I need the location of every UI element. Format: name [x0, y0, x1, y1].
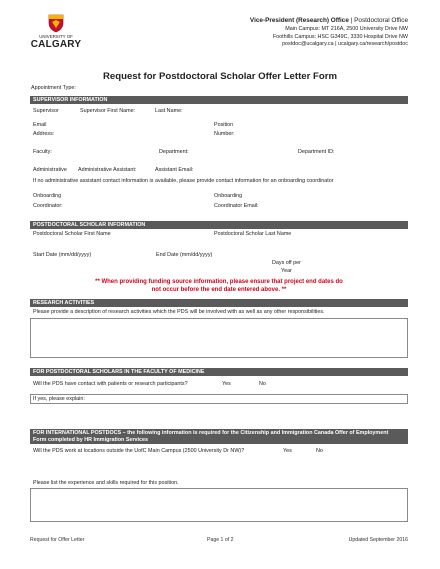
footer-updated-date: Updated September 2016: [348, 537, 408, 543]
admin-assistant-field[interactable]: Administrative Assistant:: [78, 167, 137, 173]
department-id-field[interactable]: Department ID:: [298, 149, 335, 155]
office-name: Vice-President (Research) Office: [249, 17, 349, 24]
funding-warning-line1: ** When providing funding source information, please ensure that project end dates do: [95, 279, 343, 285]
supervisor-position-field[interactable]: Position: [214, 122, 234, 128]
days-off-field[interactable]: Days off per: [272, 260, 301, 266]
onboarding-label: Onboarding: [33, 193, 62, 199]
funding-warning-line2: not occur before the end date entered above. **: [151, 287, 287, 293]
start-date-field[interactable]: Start Date (mm/dd/yyyy): [33, 252, 92, 258]
patient-contact-no-option[interactable]: No: [259, 381, 266, 387]
university-logo: [30, 14, 82, 54]
office-contact-links[interactable]: postdoc@ucalgary.ca | ucalgary.ca/research/postdoc: [282, 41, 408, 47]
international-bar-line2: Form completed by HR Immigration Services: [33, 436, 149, 443]
onboarding-label-right: Onboarding: [214, 193, 243, 199]
research-activities-textarea[interactable]: [30, 318, 408, 358]
supervisor-label: Supervisor: [33, 108, 59, 114]
end-date-field[interactable]: End Date (mm/dd/yyyy): [156, 252, 213, 258]
faculty-field[interactable]: Faculty:: [33, 149, 52, 155]
patient-contact-explain-field[interactable]: [30, 394, 408, 404]
off-campus-question: Will the PDS work at locations outside the UofC Main Campus (2500 University Dr NW)?: [33, 448, 245, 454]
supervisor-number-field[interactable]: Number:: [214, 131, 235, 137]
onboarding-coordinator-note: If no administrative assistant contact information is available, please provide contact information for an onboarding coordinator: [33, 178, 334, 184]
supervisor-last-name-field[interactable]: Last Name:: [155, 108, 183, 114]
experience-skills-prompt: Please list the experience and skills required for this position.: [33, 480, 179, 486]
scholar-first-name-field[interactable]: Postdoctoral Scholar First Name: [33, 231, 111, 237]
scholar-section-bar: POSTDOCTORAL SCHOLAR INFORMATION: [30, 221, 408, 229]
patient-contact-question: Will the PDS have contact with patients or research participants?: [33, 381, 188, 387]
supervisor-first-name-field[interactable]: Supervisor First Name:: [80, 108, 136, 114]
off-campus-no-option[interactable]: No: [316, 448, 323, 454]
coordinator-email-field[interactable]: Coordinator Email:: [214, 203, 259, 209]
scholar-last-name-field[interactable]: Postdoctoral Scholar Last Name: [214, 231, 292, 237]
appointment-type-label: Appointment Type:: [31, 85, 76, 91]
supervisor-section-bar: SUPERVISOR INFORMATION: [30, 96, 408, 104]
international-bar-line1: FOR INTERNATIONAL POSTDOCS – the following information is required for the Citizenship and Immigration Canada Offer of Employment: [33, 429, 389, 436]
department-field[interactable]: Department:: [159, 149, 189, 155]
supervisor-address-field[interactable]: Address:: [33, 131, 55, 137]
logo-calgary: CALGARY: [30, 39, 82, 50]
footer-form-name: Request for Offer Letter: [30, 537, 85, 543]
assistant-email-field[interactable]: Assistant Email:: [155, 167, 194, 173]
research-section-bar: RESEARCH ACTIVITIES: [30, 299, 408, 307]
patient-contact-yes-option[interactable]: Yes: [222, 381, 231, 387]
research-activities-prompt: Please provide a description of research activities which the PDS will be involved with as well as any other responsibilities.: [33, 309, 325, 315]
office-subname: Postdoctoral Office: [354, 17, 408, 24]
logo-university-of: UNIVERSITY OF: [39, 34, 73, 39]
office-header: [250, 17, 408, 25]
footer-page-number: Page 1 of 2: [207, 537, 234, 543]
patient-contact-explain-label: If yes, please explain:: [33, 395, 85, 402]
medicine-section-bar: FOR POSTDOCTORAL SCHOLARS IN THE FACULTY OF MEDICINE: [30, 368, 408, 376]
experience-skills-textarea[interactable]: [30, 488, 408, 522]
foothills-campus-address: Foothills Campus: HSC G349C, 3330 Hospital Drive NW: [272, 33, 408, 40]
main-campus-address: Main Campus: MT 216A, 2500 University Drive NW: [285, 26, 408, 32]
office-separator: |: [348, 17, 355, 24]
supervisor-email-field[interactable]: Email: [33, 122, 47, 128]
administrative-label: Administrative: [33, 167, 67, 173]
university-shield-icon: [48, 14, 64, 33]
international-section-bar: [30, 429, 408, 444]
page-title: Request for Postdoctoral Scholar Offer Letter Form: [102, 71, 338, 82]
onboarding-coordinator-field[interactable]: Coordinator:: [33, 203, 63, 209]
days-off-year-label: Year: [281, 268, 292, 274]
off-campus-yes-option[interactable]: Yes: [283, 448, 292, 454]
